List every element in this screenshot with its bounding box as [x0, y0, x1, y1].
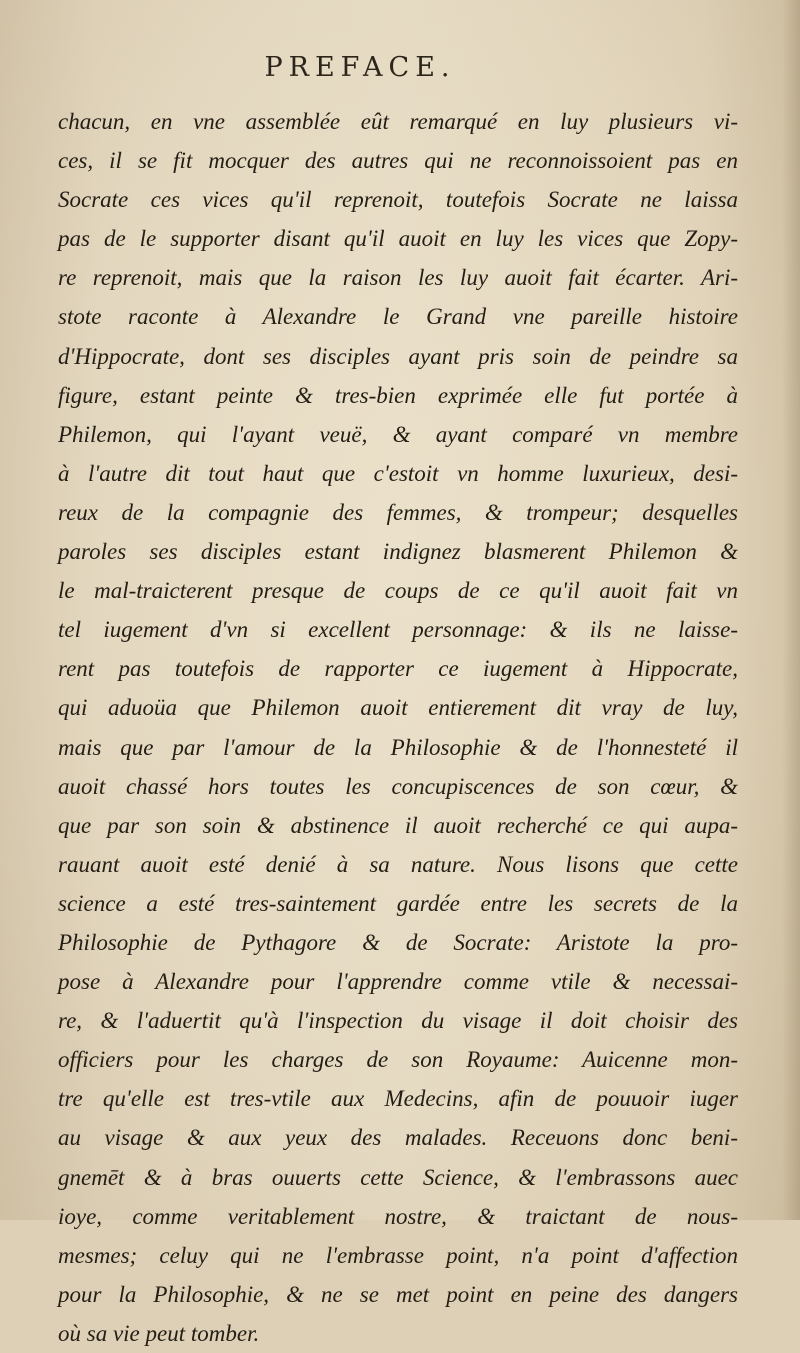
text-line: qui aduoüa que Philemon auoit entierement dit vray de luy, [58, 695, 738, 721]
text-line: mesmes; celuy qui ne l'embrasse point, n'a point d'affection [58, 1242, 738, 1268]
text-line: science a esté tres-saintement gardée entre les secrets de la [58, 890, 738, 916]
text-line: Socrate ces vices qu'il reprenoit, toutefois Socrate ne laissa [58, 187, 738, 213]
text-line: que par son soin & abstinence il auoit recherché ce qui aupa- [58, 812, 738, 838]
text-line: figure, estant peinte & tres-bien exprimée elle fut portée à [58, 382, 738, 408]
text-line: chacun, en vne assemblée eût remarqué en luy plusieurs vi- [58, 109, 738, 134]
text-line: pas de le supporter disant qu'il auoit en luy les vices que Zopy- [58, 226, 738, 252]
text-line: auoit chassé hors toutes les concupiscences de son cœur, & [58, 773, 738, 799]
text-line: pour la Philosophie, & ne se met point en peine des dangers [58, 1281, 738, 1307]
text-line: officiers pour les charges de son Royaume: Auicenne mon- [58, 1047, 738, 1073]
text-line: rent pas toutefois de rapporter ce iugement à Hippocrate, [58, 656, 738, 682]
text-line: Philemon, qui l'ayant veuë, & ayant comparé vn membre [58, 421, 738, 447]
text-line: tre qu'elle est tres-vtile aux Medecins, afin de pouuoir iuger [58, 1086, 738, 1112]
text-line: pose à Alexandre pour l'apprendre comme vtile & necessai- [58, 969, 738, 995]
text-line: paroles ses disciples estant indignez blasmerent Philemon & [58, 539, 738, 565]
text-line: re reprenoit, mais que la raison les luy auoit fait écarter. Ari- [58, 265, 738, 291]
body-text [58, 102, 738, 1353]
text-line: ioye, comme veritablement nostre, & traictant de nous- [58, 1203, 738, 1229]
text-line: Philosophie de Pythagore & de Socrate: Aristote la pro- [58, 929, 738, 955]
text-line: gnemēt & à bras ouuerts cette Science, & l'embrassons auec [58, 1164, 738, 1190]
text-line: stote raconte à Alexandre le Grand vne pareille histoire [58, 304, 738, 330]
text-line: re, & l'aduertit qu'à l'inspection du visage il doit choisir des [58, 1008, 738, 1034]
text-line: où sa vie peut tomber. [58, 1320, 260, 1346]
text-line: mais que par l'amour de la Philosophie & de l'honnesteté il [58, 734, 738, 760]
text-line: tel iugement d'vn si excellent personnage: & ils ne laisse- [58, 617, 738, 643]
text-line: d'Hippocrate, dont ses disciples ayant pris soin de peindre sa [58, 343, 738, 369]
text-line: le mal-traicterent presque de coups de ce qu'il auoit fait vn [58, 578, 738, 604]
text-line: à l'autre dit tout haut que c'estoit vn homme luxurieux, desi- [58, 460, 738, 486]
text-line: rauant auoit esté denié à sa nature. Nous lisons que cette [58, 851, 738, 877]
text-line: reux de la compagnie des femmes, & trompeur; desquelles [58, 499, 738, 525]
text-line: au visage & aux yeux des malades. Receuons donc beni- [58, 1125, 738, 1151]
running-head: PREFACE. [264, 52, 456, 83]
text-line: ces, il se fit mocquer des autres qui ne reconnoissoient pas en [58, 148, 738, 174]
